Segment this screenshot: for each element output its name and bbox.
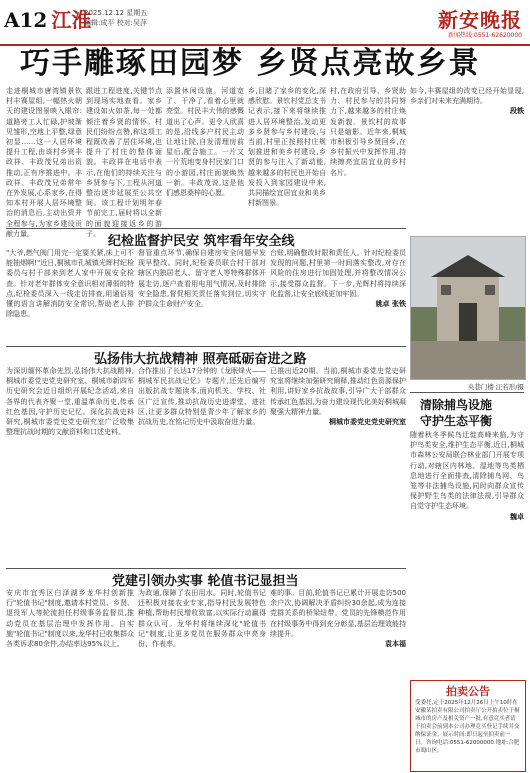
- page-number: A12 江淮: [4, 8, 92, 32]
- bird-trap-article: 随着秋冬季候鸟迁徙高峰来临,为守护鸟类安全,维护生态平衡,近日,桐城市森林公安局联合林业部门开展专项行动,对辖区内林地、湿地等鸟类栖息地进行全面排查,清除捕鸟网、鸟笼等非法捕鸟设施,同时向群众宣传保护野生鸟类的法律法规,引导群众自觉守护生态环境。 魏卓: [410, 431, 524, 521]
- dateline: [84, 8, 147, 28]
- section4-col-3: 难的事。目前,轮值书记已累计开展走访500余户次,协调解决矛盾纠纷30余起,成为连接党群关系的桥梁纽带。党员的先锋模范作用在村级事务中得到充分彰显,基层治理效能持续提升。 袁本福: [270, 589, 406, 649]
- gate-tower-photo: [411, 237, 525, 379]
- editors-line: 编辑:成平 校对:吴萍: [84, 19, 147, 27]
- section3-byline: 桐城市委党史党史研究室: [329, 418, 406, 427]
- section4-col-1: 安庆市宜秀区白泽湖乡龙华村创新推行"轮值书记"制度,邀请本村党员、乡贤、退役军人等轮流担任村级事务监督员,推动党员在基层治理中发挥作用。自实施"轮值书记"制度以来,龙华村已收集群众各类诉求80余件,办结率达95%以上。: [6, 589, 134, 649]
- page-header: [0, 0, 530, 46]
- section4-byline: 袁本福: [385, 640, 406, 649]
- section-divider: [6, 346, 406, 347]
- article-col-5: 村,在政府引导、乡贤助力、村民参与的共同努力下,越来越多的村庄焕发新貌。景钦村的故事只是缩影。近年来,桐城市积极引导乡贤回乡,在乡村振兴中发挥作用,持续擦亮宜居宜业的乡村名片。: [330, 87, 406, 177]
- article-col-2: 跟进工程进度,关键节点到现场实地查看。家乡建设如火如荼,每一处都倾注着乡贤的情怀。村民们纷纷点赞,称这项工程既改善了居住环境,也提升了村庄的整体面貌。丰政祥在电话中表示,在他们的持续关注与乡贤参与下,工程从河道整治逐步延展至公共空间。该工程计划明年春节前完工,届时将以全新的面貌迎接返乡的游子。: [86, 87, 162, 238]
- subhead-bird-trap-line2: 守护生态平衡: [420, 414, 493, 428]
- section3-col-3: 已推出近20期。当前,桐城市委党史党史研究室将继续加强研究阐释,推动红色资源保护利用,讲好家乡抗战故事,引导广大干部群众传承红色基因,为奋力建设现代化美好桐城凝聚强大精神力量。 桐城市委党史党史研究室: [270, 367, 406, 427]
- section2-col-1: "大爷,燃气阀门用完一定要关紧,床上可不能抽烟啊!"近日,桐城市孔城镇光辉村纪检委员与村干部来到老人家中开展安全检查。针对老年群体安全意识相对薄弱的特点,纪检委员深入一线走访排查,用通俗易懂的语言讲解消防安全常识,帮助老人排除隐患。: [6, 249, 134, 319]
- subhead-party-building: 党建引领办实事 轮值书记显担当: [112, 574, 299, 589]
- section-divider: [410, 392, 524, 393]
- section4-col-2: 为政通,保障了农田用水。同时,轮值书记还积极对接农业专家,指导村民发展特色种植,帮助村民增收致富,以实际行动赢得群众认可。龙华村将继续深化"轮值书记"制度,让更多党员在服务群众中亮身份、作表率。: [138, 589, 266, 649]
- section2-col-3: 台账,明确整改时限和责任人。针对纪检委员发现的问题,村里第一时间落实整改,对存在风险的住房进行加固处理,并将整改情况公示,接受群众监督。下一步,光辉村将持续深化监督,让安全底线更加牢固。 姚卓 张铁: [270, 249, 406, 309]
- newspaper-logo: 新安晚报: [438, 8, 522, 32]
- subhead-bird-trap-line1: 清除捕鸟设施: [420, 398, 493, 412]
- auction-notice-title: 拍卖公告: [446, 685, 490, 698]
- article-col-1: 走进桐城市唐湾镇景钦村丰赛屋组,一幅热火朝天的建设图景映入眼帘:道路旁工人忙碌,护坡渐见雏形,空地上平整,绿意初显……这一人居环境提升工程,由该村乡贤丰政祥、丰政茂兄弟出资推动,正有序推进中。丰政祥、丰政茂兄弟常年在外发展,心系家乡,在得知本村开展人居环境整治的消息后,主动出资并全程参与,为家乡建设贡献力量。: [6, 87, 82, 238]
- bird-trap-byline: 魏卓: [510, 512, 524, 521]
- section-name: 江淮: [51, 8, 92, 32]
- section3-col-2: 合作推出了长达17分钟的《龙眠烽火——桐城军民抗战记忆》专题片,还先后编写出版抗战专题读本,面向机关、学校、社区广泛宣传,推动抗战历史进课堂、进社区,让更多群众特别是青少年了解家乡的抗战历史,在铭记历史中汲取奋进力量。: [138, 367, 266, 427]
- news-photo: [410, 236, 526, 380]
- photo-caption: 央巷门楼 汪若形/摄: [467, 383, 524, 391]
- section2-col-2: 督管重点环节,确保自建房安全问题早发现早整改。同时,纪检委员联合村干部对辖区内独居老人、留守老人等特殊群体开展走访,逐户查看用电用气情况,及时排除安全隐患,督促相关责任落实到位,切实守护群众生命财产安全。: [138, 249, 266, 309]
- section3-col-1: 为深切缅怀革命先烈,弘扬伟大抗战精神,桐城市委党史党史研究室、桐城市新四军历史研究会近日组织开展纪念活动,来自各界的代表齐聚一堂,重温革命历史,传承红色基因,守护历史记忆。深化抗战史料研究,桐城市委党史党史研究室广泛收集整理抗战时期的文献资料和口述史料。: [6, 367, 134, 437]
- auction-notice: [410, 680, 526, 772]
- article-col-3: 添置休闲设施。河道宽了、干净了,看着心里就亮堂。村民丰大伟的感慨道出了心声。更令人欣喜的是,沿线多户村民主动让地让院,自发清理房前屋后,配合施工。一片又一片荒地变身村民家门口的小游园,村庄面貌焕然一新。丰政茂说,这是他们感恩桑梓的心愿。: [166, 87, 244, 198]
- top-article-byline: 段轶: [510, 107, 524, 116]
- publication-date: 2025.12.12 星期五: [84, 9, 148, 17]
- hotline: 新闻热线:0551-62620000: [448, 32, 522, 39]
- subhead-discipline-inspection: 纪检监督护民安 筑牢看年安全线: [108, 234, 295, 249]
- section-divider: [6, 228, 406, 229]
- article-col-4: 乡,目睹了家乡的变化,深感欣慰。景钦村党总支书记表示,接下来将继续推进人居环境整治,发动更多乡贤参与乡村建设,与当前,村里正按照村庄规划推进和美乡村建设,乡贤的参与注入了新动能,越来越多的村民也开始自发投入到家园建设中来,共同描绘宜居宜业和美乡村新图景。: [248, 87, 326, 208]
- section2-byline: 姚卓 张铁: [375, 300, 406, 309]
- article-col-6: 如今,丰赛屋组的改变已经开始显现,乡亲们对未来充满期待。 段轶: [410, 87, 524, 116]
- section-divider: [6, 568, 406, 569]
- subhead-anti-war-spirit: 弘扬伟大抗战精神 照亮砥砺奋进之路: [94, 352, 307, 367]
- main-headline: 巧手雕琢田园梦 乡贤点亮故乡景: [20, 46, 481, 81]
- auction-notice-text: 受委托,定于2025年12月26日上午10时在安徽某拍卖有限公司拍卖厅公开拍卖位于桐城市的房产及相关资产一批,有意竞买者请于拍卖会前到本公司办理竞买登记手续并交纳保证金。展示时间:即日起至拍卖前一日。咨询电话:0551-62000000 地址:合肥市蜀山区。: [415, 700, 520, 754]
